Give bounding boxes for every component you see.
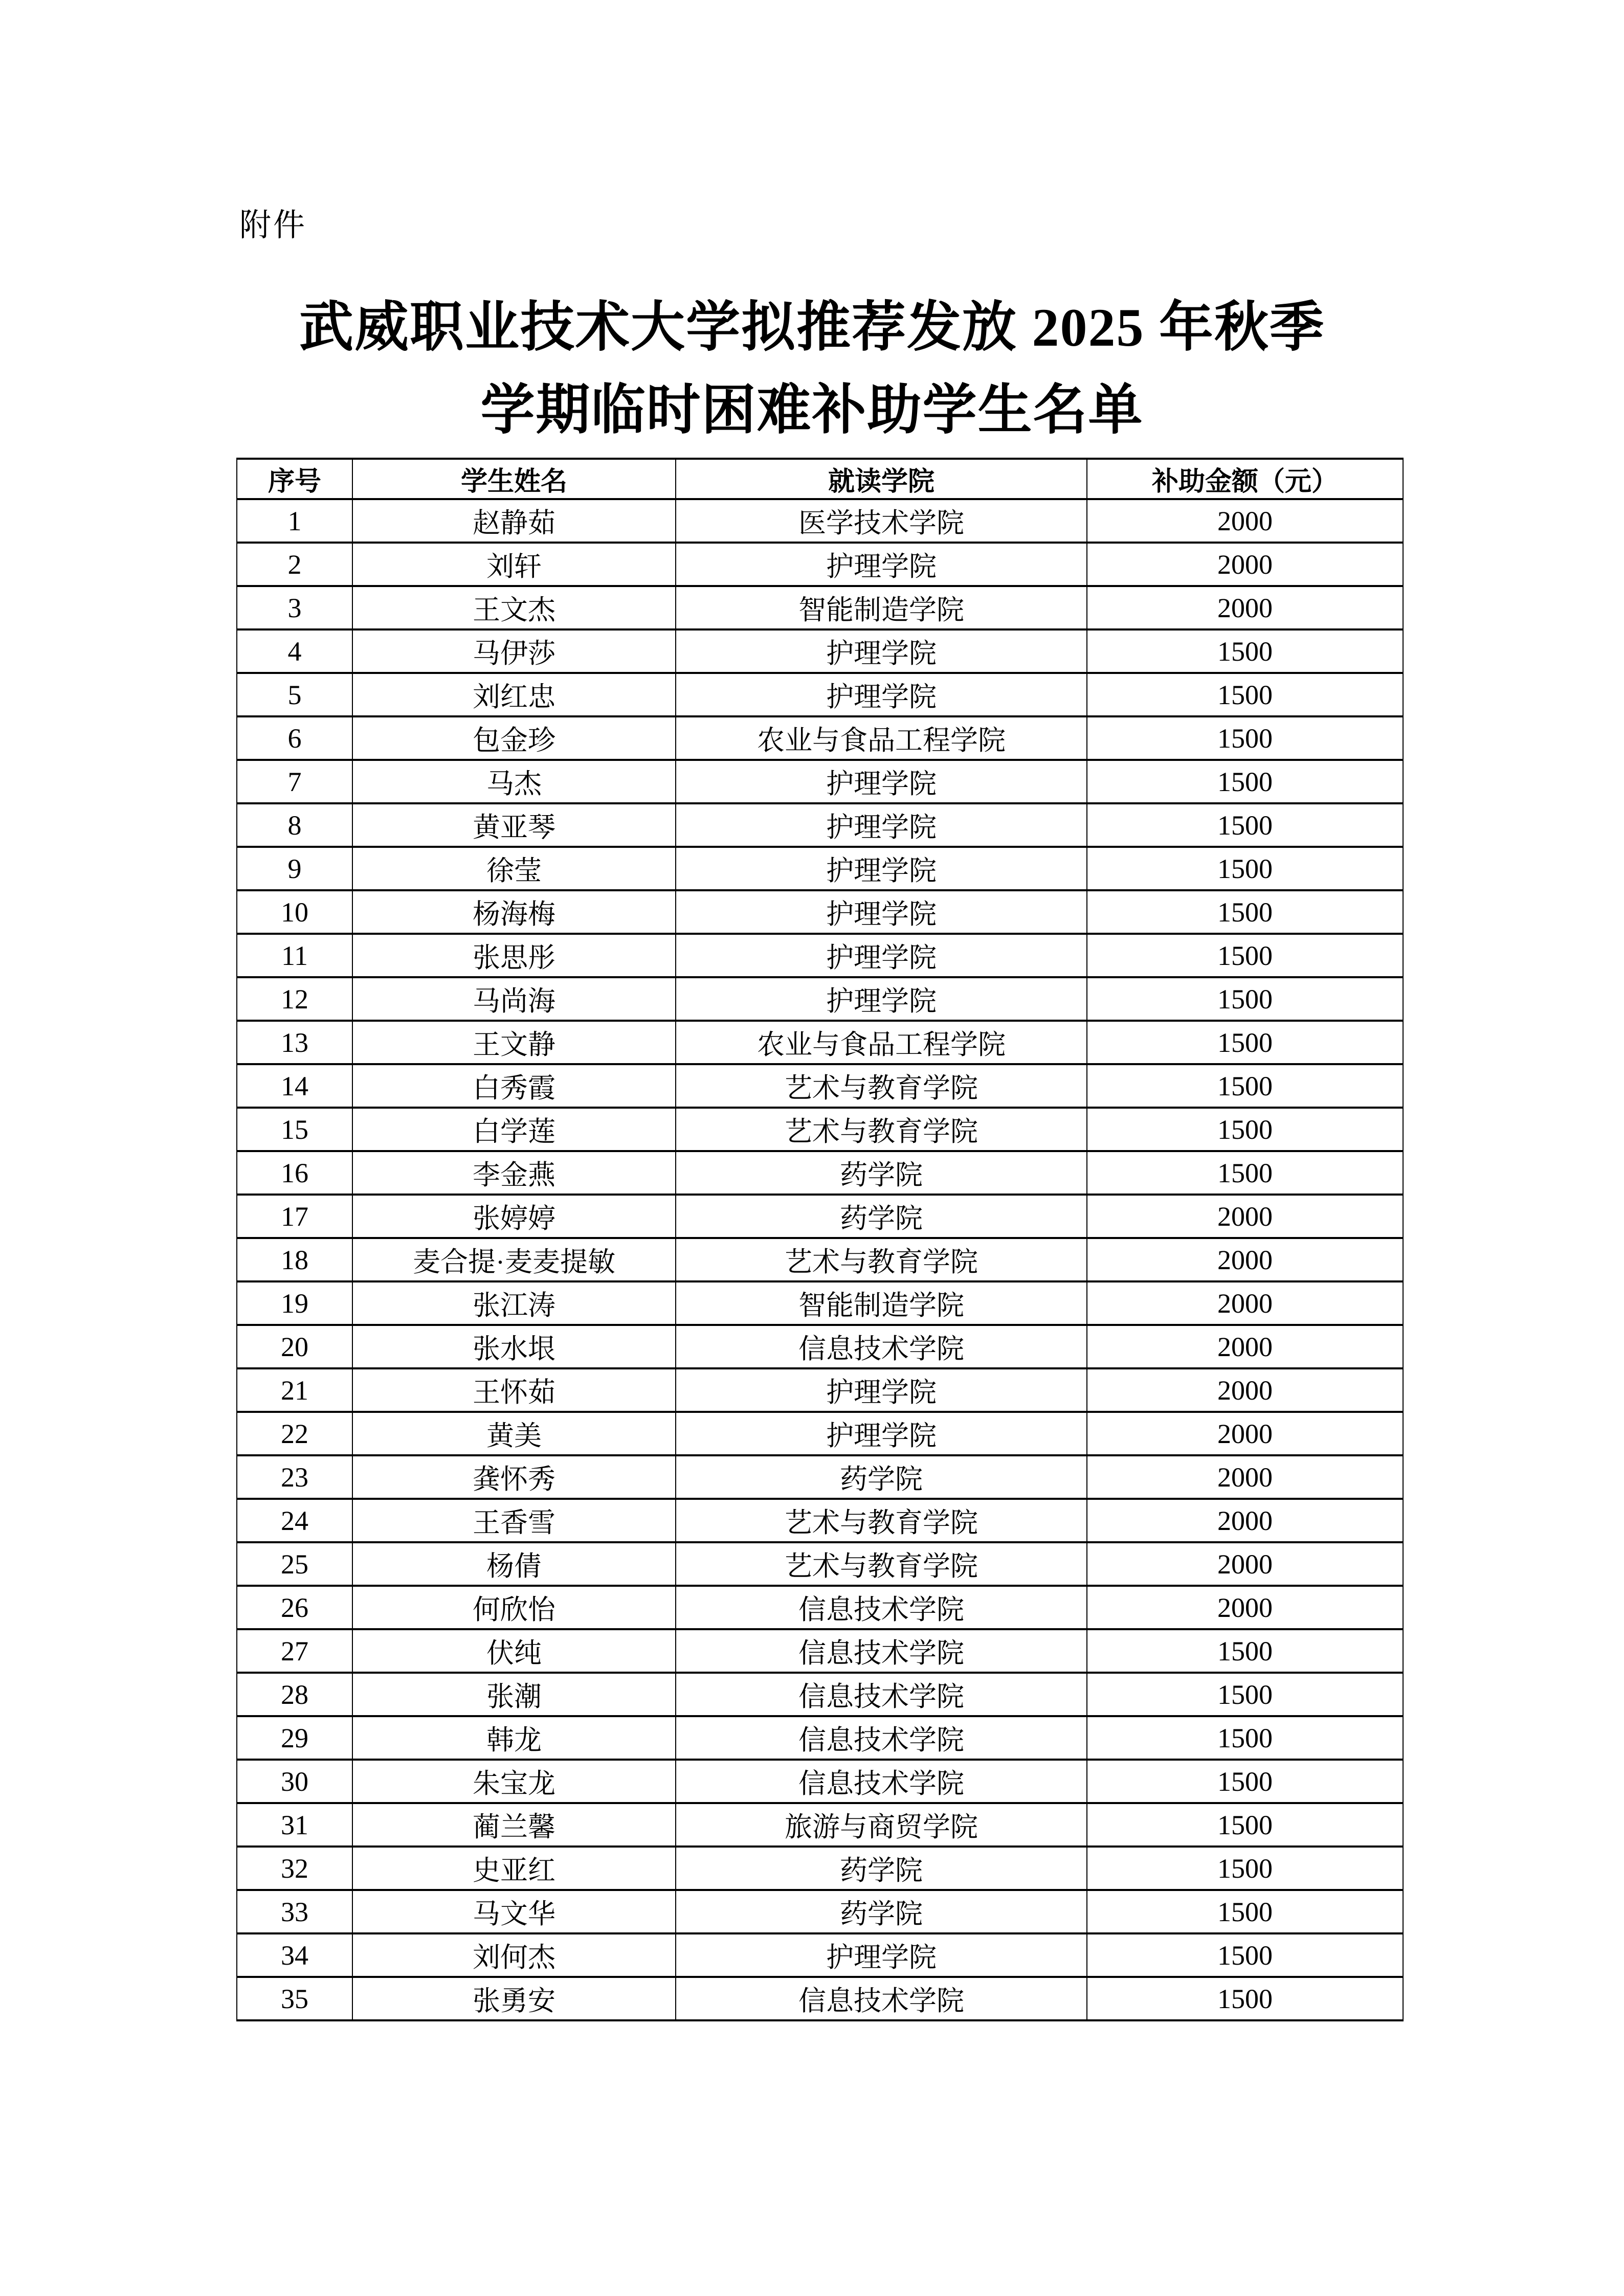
cell-index: 9 [237, 847, 352, 890]
cell-college: 信息技术学院 [676, 1586, 1087, 1629]
cell-college: 护理学院 [676, 1368, 1087, 1412]
cell-college: 护理学院 [676, 890, 1087, 934]
cell-amount: 1500 [1087, 890, 1403, 934]
table-row [237, 1368, 1403, 1412]
cell-index: 3 [237, 586, 352, 629]
cell-student-name: 龚怀秀 [352, 1455, 676, 1499]
cell-amount: 1500 [1087, 1760, 1403, 1803]
cell-student-name: 张潮 [352, 1673, 676, 1716]
cell-index: 15 [237, 1108, 352, 1151]
page-title-line1: 武威职业技术大学拟推荐发放 2025 年秋季 [299, 298, 1325, 357]
cell-amount: 1500 [1087, 1847, 1403, 1890]
cell-amount: 2000 [1087, 543, 1403, 586]
cell-amount: 1500 [1087, 1151, 1403, 1195]
cell-amount: 1500 [1087, 1933, 1403, 1977]
table-row [237, 1412, 1403, 1455]
cell-student-name: 马伊莎 [352, 629, 676, 673]
cell-amount: 1500 [1087, 847, 1403, 890]
cell-college: 医学技术学院 [676, 499, 1087, 543]
cell-student-name: 包金珍 [352, 716, 676, 760]
cell-college: 护理学院 [676, 1412, 1087, 1455]
table-row [237, 716, 1403, 760]
cell-amount: 1500 [1087, 803, 1403, 847]
cell-index: 26 [237, 1586, 352, 1629]
cell-index: 33 [237, 1890, 352, 1933]
cell-amount: 1500 [1087, 934, 1403, 977]
attachment-label: 附件 [239, 208, 307, 243]
cell-college: 护理学院 [676, 847, 1087, 890]
page-title [0, 286, 1624, 452]
cell-amount: 1500 [1087, 1890, 1403, 1933]
cell-college: 农业与食品工程学院 [676, 1021, 1087, 1064]
cell-college: 护理学院 [676, 977, 1087, 1021]
cell-college: 药学院 [676, 1455, 1087, 1499]
cell-college: 信息技术学院 [676, 1629, 1087, 1673]
cell-college: 艺术与教育学院 [676, 1499, 1087, 1542]
cell-student-name: 朱宝龙 [352, 1760, 676, 1803]
cell-college: 艺术与教育学院 [676, 1238, 1087, 1281]
cell-student-name: 马尚海 [352, 977, 676, 1021]
table-row [237, 1890, 1403, 1933]
cell-index: 25 [237, 1542, 352, 1586]
cell-amount: 1500 [1087, 977, 1403, 1021]
table-row [237, 1629, 1403, 1673]
cell-student-name: 张思彤 [352, 934, 676, 977]
cell-student-name: 刘何杰 [352, 1933, 676, 1977]
cell-amount: 1500 [1087, 1064, 1403, 1108]
table-row [237, 1151, 1403, 1195]
cell-amount: 2000 [1087, 1586, 1403, 1629]
cell-college: 护理学院 [676, 760, 1087, 803]
table-row [237, 629, 1403, 673]
table-row [237, 1108, 1403, 1151]
cell-college: 智能制造学院 [676, 1281, 1087, 1325]
cell-college: 护理学院 [676, 1933, 1087, 1977]
header-college: 就读学院 [676, 459, 1087, 499]
table-header-row [237, 459, 1403, 499]
cell-index: 31 [237, 1803, 352, 1847]
cell-amount: 2000 [1087, 1195, 1403, 1238]
cell-student-name: 张水垠 [352, 1325, 676, 1368]
cell-index: 18 [237, 1238, 352, 1281]
cell-college: 护理学院 [676, 673, 1087, 716]
cell-amount: 1500 [1087, 760, 1403, 803]
cell-student-name: 王怀茹 [352, 1368, 676, 1412]
cell-college: 艺术与教育学院 [676, 1542, 1087, 1586]
cell-index: 22 [237, 1412, 352, 1455]
cell-index: 12 [237, 977, 352, 1021]
table-row [237, 1977, 1403, 2020]
cell-student-name: 黄美 [352, 1412, 676, 1455]
cell-index: 14 [237, 1064, 352, 1108]
table-row [237, 1586, 1403, 1629]
table-row [237, 1673, 1403, 1716]
cell-amount: 2000 [1087, 1368, 1403, 1412]
table-row [237, 934, 1403, 977]
cell-college: 护理学院 [676, 629, 1087, 673]
table-row [237, 1803, 1403, 1847]
cell-college: 信息技术学院 [676, 1673, 1087, 1716]
cell-student-name: 杨倩 [352, 1542, 676, 1586]
cell-amount: 2000 [1087, 1542, 1403, 1586]
cell-index: 17 [237, 1195, 352, 1238]
cell-amount: 2000 [1087, 586, 1403, 629]
cell-index: 21 [237, 1368, 352, 1412]
table-row [237, 1933, 1403, 1977]
cell-amount: 2000 [1087, 1455, 1403, 1499]
cell-index: 10 [237, 890, 352, 934]
table-row [237, 1455, 1403, 1499]
cell-college: 药学院 [676, 1151, 1087, 1195]
cell-college: 农业与食品工程学院 [676, 716, 1087, 760]
table-row [237, 1542, 1403, 1586]
cell-index: 11 [237, 934, 352, 977]
cell-amount: 1500 [1087, 1021, 1403, 1064]
cell-college: 信息技术学院 [676, 1977, 1087, 2020]
cell-student-name: 张婷婷 [352, 1195, 676, 1238]
cell-amount: 1500 [1087, 1629, 1403, 1673]
cell-student-name: 刘轩 [352, 543, 676, 586]
cell-student-name: 马文华 [352, 1890, 676, 1933]
cell-student-name: 王文杰 [352, 586, 676, 629]
table-row [237, 760, 1403, 803]
cell-college: 信息技术学院 [676, 1760, 1087, 1803]
cell-student-name: 白学莲 [352, 1108, 676, 1151]
header-amount: 补助金额（元） [1087, 459, 1403, 499]
table-row [237, 1238, 1403, 1281]
cell-college: 护理学院 [676, 803, 1087, 847]
cell-amount: 1500 [1087, 1803, 1403, 1847]
cell-student-name: 李金燕 [352, 1151, 676, 1195]
cell-index: 2 [237, 543, 352, 586]
cell-index: 30 [237, 1760, 352, 1803]
cell-student-name: 王香雪 [352, 1499, 676, 1542]
cell-index: 23 [237, 1455, 352, 1499]
cell-college: 旅游与商贸学院 [676, 1803, 1087, 1847]
table-row [237, 1195, 1403, 1238]
cell-amount: 2000 [1087, 1499, 1403, 1542]
cell-student-name: 赵静茹 [352, 499, 676, 543]
cell-college: 药学院 [676, 1890, 1087, 1933]
cell-amount: 1500 [1087, 1673, 1403, 1716]
table-row [237, 1847, 1403, 1890]
cell-index: 6 [237, 716, 352, 760]
table-row [237, 1021, 1403, 1064]
table-row [237, 977, 1403, 1021]
cell-student-name: 张江涛 [352, 1281, 676, 1325]
table-row [237, 673, 1403, 716]
cell-index: 4 [237, 629, 352, 673]
cell-student-name: 张勇安 [352, 1977, 676, 2020]
cell-student-name: 伏纯 [352, 1629, 676, 1673]
cell-index: 24 [237, 1499, 352, 1542]
cell-student-name: 白秀霞 [352, 1064, 676, 1108]
cell-college: 护理学院 [676, 543, 1087, 586]
cell-index: 32 [237, 1847, 352, 1890]
cell-index: 20 [237, 1325, 352, 1368]
cell-amount: 1500 [1087, 1716, 1403, 1760]
cell-student-name: 黄亚琴 [352, 803, 676, 847]
table-body [237, 499, 1403, 2020]
cell-student-name: 史亚红 [352, 1847, 676, 1890]
header-student-name: 学生姓名 [352, 459, 676, 499]
cell-index: 8 [237, 803, 352, 847]
cell-amount: 1500 [1087, 1977, 1403, 2020]
cell-index: 19 [237, 1281, 352, 1325]
cell-amount: 2000 [1087, 499, 1403, 543]
cell-student-name: 麦合提·麦麦提敏 [352, 1238, 676, 1281]
cell-college: 药学院 [676, 1195, 1087, 1238]
cell-index: 7 [237, 760, 352, 803]
table-row [237, 1499, 1403, 1542]
cell-index: 35 [237, 1977, 352, 2020]
cell-college: 信息技术学院 [676, 1716, 1087, 1760]
cell-college: 护理学院 [676, 934, 1087, 977]
cell-amount: 1500 [1087, 673, 1403, 716]
table-row [237, 1064, 1403, 1108]
cell-college: 药学院 [676, 1847, 1087, 1890]
cell-student-name: 杨海梅 [352, 890, 676, 934]
page-title-line2: 学期临时困难补助学生名单 [480, 380, 1144, 440]
cell-student-name: 马杰 [352, 760, 676, 803]
cell-student-name: 徐莹 [352, 847, 676, 890]
cell-college: 艺术与教育学院 [676, 1108, 1087, 1151]
header-index: 序号 [237, 459, 352, 499]
table-row [237, 1716, 1403, 1760]
cell-index: 27 [237, 1629, 352, 1673]
cell-student-name: 王文静 [352, 1021, 676, 1064]
cell-amount: 1500 [1087, 629, 1403, 673]
cell-amount: 2000 [1087, 1325, 1403, 1368]
cell-index: 1 [237, 499, 352, 543]
cell-student-name: 韩龙 [352, 1716, 676, 1760]
cell-student-name: 刘红忠 [352, 673, 676, 716]
subsidy-table [236, 458, 1404, 2021]
table-header [237, 459, 1403, 499]
cell-index: 5 [237, 673, 352, 716]
cell-student-name: 何欣怡 [352, 1586, 676, 1629]
cell-amount: 1500 [1087, 1108, 1403, 1151]
cell-college: 信息技术学院 [676, 1325, 1087, 1368]
cell-amount: 2000 [1087, 1412, 1403, 1455]
cell-amount: 2000 [1087, 1238, 1403, 1281]
cell-index: 16 [237, 1151, 352, 1195]
cell-index: 13 [237, 1021, 352, 1064]
table-row [237, 1325, 1403, 1368]
table-row [237, 543, 1403, 586]
table-row [237, 890, 1403, 934]
table-row [237, 1760, 1403, 1803]
cell-amount: 1500 [1087, 716, 1403, 760]
cell-college: 智能制造学院 [676, 586, 1087, 629]
table-row [237, 1281, 1403, 1325]
cell-student-name: 蔺兰馨 [352, 1803, 676, 1847]
table-row [237, 586, 1403, 629]
table-row [237, 803, 1403, 847]
cell-amount: 2000 [1087, 1281, 1403, 1325]
cell-index: 29 [237, 1716, 352, 1760]
cell-index: 28 [237, 1673, 352, 1716]
table-row [237, 847, 1403, 890]
cell-college: 艺术与教育学院 [676, 1064, 1087, 1108]
table-row [237, 499, 1403, 543]
cell-index: 34 [237, 1933, 352, 1977]
